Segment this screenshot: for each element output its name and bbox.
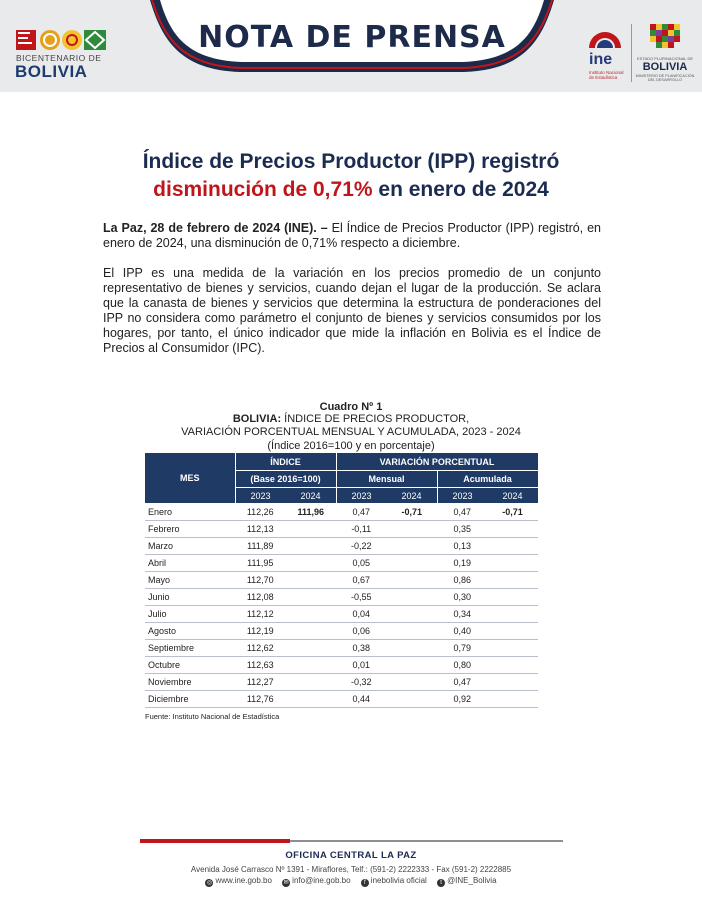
cell-mensual-2023: 0,47 bbox=[336, 503, 387, 521]
cell-acumulada-2024 bbox=[488, 623, 538, 640]
cell-indice-2024 bbox=[286, 674, 337, 691]
cell-mensual-2023: -0,55 bbox=[336, 589, 387, 606]
table-row bbox=[145, 606, 538, 623]
table-title-country: BOLIVIA: bbox=[232, 413, 282, 425]
cell-indice-2023: 112,13 bbox=[235, 521, 286, 538]
cell-indice-2023: 112,08 bbox=[235, 589, 286, 606]
cell-indice-2024 bbox=[286, 521, 337, 538]
banner-title: NOTA DE PRENSA bbox=[198, 20, 506, 55]
header-divider bbox=[631, 24, 632, 82]
facebook-text: inebolivia oficial bbox=[370, 876, 427, 885]
body-paragraph: El IPP es una medida de la variación en los precios promedio de un conjunto representativo de bienes y servicios, cuando dejan el lugar de la producción. Se aclara que la canasta de bienes y servicios que determina la estructura de ponderaciones del IPP no considera como parámetro el conjunto de bienes y servicios consumidos por los hogares, por tanto, el único indicador que mide la inflación en Bolivia es el Índice de Precios al Consumidor (IPC). bbox=[103, 266, 601, 355]
header-year: 2023 bbox=[336, 488, 387, 504]
office-name: OFICINA CENTRAL LA PAZ bbox=[285, 850, 417, 861]
cell-indice-2023: 112,62 bbox=[235, 640, 286, 657]
cell-mensual-2023: 0,06 bbox=[336, 623, 387, 640]
lead-paragraph bbox=[103, 221, 601, 251]
cell-mensual-2023: 0,01 bbox=[336, 657, 387, 674]
bicentenario-bolivia: BOLIVIA bbox=[15, 62, 88, 81]
cell-mes: Noviembre bbox=[145, 674, 235, 691]
cell-mensual-2024 bbox=[387, 572, 438, 589]
headline-highlight: disminución de 0,71% bbox=[153, 178, 373, 201]
header-year: 2024 bbox=[488, 488, 538, 504]
cell-indice-2024 bbox=[286, 606, 337, 623]
cell-indice-2023: 112,70 bbox=[235, 572, 286, 589]
cell-mes: Agosto bbox=[145, 623, 235, 640]
cell-acumulada-2023: 0,47 bbox=[437, 674, 488, 691]
cell-mensual-2023: 0,05 bbox=[336, 555, 387, 572]
cell-mensual-2023: -0,11 bbox=[336, 521, 387, 538]
cell-indice-2024: 111,96 bbox=[286, 503, 337, 521]
ine-name: ine bbox=[589, 51, 613, 68]
office-address: Avenida José Carrasco Nº 1391 - Miraflores, Telf.: (591-2) 2222333 - Fax (591-2) 2222885 bbox=[190, 865, 512, 874]
cell-indice-2023: 111,89 bbox=[235, 538, 286, 555]
table-row bbox=[145, 555, 538, 572]
cell-indice-2024 bbox=[286, 572, 337, 589]
header-variacion: VARIACIÓN PORCENTUAL bbox=[336, 453, 538, 471]
table-row bbox=[145, 640, 538, 657]
cell-acumulada-2023: 0,92 bbox=[437, 691, 488, 708]
facebook-icon: f bbox=[361, 879, 369, 887]
table-row bbox=[145, 657, 538, 674]
header-acumulada: Acumulada bbox=[437, 471, 538, 488]
cell-indice-2023: 112,76 bbox=[235, 691, 286, 708]
ipp-table bbox=[145, 453, 538, 708]
header-mes: MES bbox=[145, 453, 235, 503]
cell-acumulada-2024 bbox=[488, 589, 538, 606]
cell-acumulada-2024 bbox=[488, 657, 538, 674]
cell-acumulada-2024 bbox=[488, 606, 538, 623]
cell-acumulada-2024 bbox=[488, 555, 538, 572]
headline-line-1: Índice de Precios Productor (IPP) registró bbox=[142, 150, 560, 173]
cell-mes: Octubre bbox=[145, 657, 235, 674]
cell-indice-2024 bbox=[286, 640, 337, 657]
header-year: 2023 bbox=[235, 488, 286, 504]
cell-indice-2024 bbox=[286, 623, 337, 640]
cell-mes: Julio bbox=[145, 606, 235, 623]
cell-acumulada-2024 bbox=[488, 521, 538, 538]
cell-mes: Marzo bbox=[145, 538, 235, 555]
cell-mes: Febrero bbox=[145, 521, 235, 538]
cell-mensual-2023: 0,38 bbox=[336, 640, 387, 657]
contact-links bbox=[0, 876, 702, 887]
email-link[interactable] bbox=[282, 876, 350, 887]
lead-text: El Índice de Precios Productor (IPP) registró, en enero de 2024, una disminución de 0,71% respecto a diciembre. bbox=[103, 221, 601, 250]
twitter-link[interactable] bbox=[437, 876, 496, 887]
cell-acumulada-2024 bbox=[488, 572, 538, 589]
cell-acumulada-2024: -0,71 bbox=[488, 503, 538, 521]
cell-acumulada-2023: 0,13 bbox=[437, 538, 488, 555]
table-row bbox=[145, 691, 538, 708]
cell-mes: Enero bbox=[145, 503, 235, 521]
footer-divider bbox=[140, 839, 563, 843]
bicentenario-label: BICENTENARIO DE bbox=[16, 53, 102, 63]
cell-acumulada-2024 bbox=[488, 674, 538, 691]
table-units: (Índice 2016=100 y en porcentaje) bbox=[267, 440, 435, 452]
table-row bbox=[145, 572, 538, 589]
facebook-link[interactable] bbox=[361, 876, 427, 887]
cell-mensual-2024 bbox=[387, 691, 438, 708]
bolivia-name: BOLIVIA bbox=[642, 61, 688, 73]
cell-mes: Mayo bbox=[145, 572, 235, 589]
cell-acumulada-2023: 0,79 bbox=[437, 640, 488, 657]
website-text: www.ine.gob.bo bbox=[215, 876, 272, 885]
cell-acumulada-2023: 0,34 bbox=[437, 606, 488, 623]
cell-indice-2023: 112,12 bbox=[235, 606, 286, 623]
cell-indice-2023: 111,95 bbox=[235, 555, 286, 572]
table-row bbox=[145, 503, 538, 521]
cell-indice-2024 bbox=[286, 657, 337, 674]
cell-indice-2023: 112,19 bbox=[235, 623, 286, 640]
cell-indice-2024 bbox=[286, 555, 337, 572]
page-header bbox=[0, 0, 702, 92]
twitter-icon: t bbox=[437, 879, 445, 887]
ine-subtitle: Instituto Nacional de Estadística bbox=[589, 70, 624, 80]
cell-indice-2024 bbox=[286, 589, 337, 606]
cell-mensual-2023: 0,44 bbox=[336, 691, 387, 708]
header-year: 2024 bbox=[387, 488, 438, 504]
cell-acumulada-2023: 0,40 bbox=[437, 623, 488, 640]
cell-indice-2023: 112,63 bbox=[235, 657, 286, 674]
table-row bbox=[145, 538, 538, 555]
cell-mes: Junio bbox=[145, 589, 235, 606]
table-row bbox=[145, 521, 538, 538]
table-title-rest: ÍNDICE DE PRECIOS PRODUCTOR, bbox=[281, 413, 470, 425]
ministry-label: MINISTERIO DE PLANIFICACIÓN DEL DESARROLLO bbox=[635, 74, 695, 82]
cell-acumulada-2023: 0,35 bbox=[437, 521, 488, 538]
table-source: Fuente: Instituto Nacional de Estadística bbox=[145, 712, 280, 721]
cell-acumulada-2023: 0,47 bbox=[437, 503, 488, 521]
cell-mensual-2023: 0,04 bbox=[336, 606, 387, 623]
headline-rest: en enero de 2024 bbox=[372, 178, 549, 201]
cell-indice-2024 bbox=[286, 538, 337, 555]
headline-line-2 bbox=[0, 178, 702, 202]
cell-mensual-2023: 0,67 bbox=[336, 572, 387, 589]
cell-mensual-2024 bbox=[387, 657, 438, 674]
cell-mensual-2024 bbox=[387, 555, 438, 572]
cell-indice-2023: 112,26 bbox=[235, 503, 286, 521]
header-year: 2024 bbox=[286, 488, 337, 504]
table-row bbox=[145, 589, 538, 606]
cell-mensual-2024 bbox=[387, 623, 438, 640]
cell-acumulada-2023: 0,30 bbox=[437, 589, 488, 606]
bolivia-state-label: ESTADO PLURINACIONAL DE bbox=[636, 56, 693, 61]
cell-mensual-2024 bbox=[387, 606, 438, 623]
globe-icon: ◎ bbox=[206, 880, 213, 886]
cell-mes: Abril bbox=[145, 555, 235, 572]
cell-mensual-2024 bbox=[387, 589, 438, 606]
cell-mensual-2024 bbox=[387, 521, 438, 538]
cell-indice-2024 bbox=[286, 691, 337, 708]
table-number: Cuadro Nº 1 bbox=[319, 401, 383, 413]
cell-mensual-2024 bbox=[387, 640, 438, 657]
mail-icon: ✉ bbox=[283, 880, 289, 886]
cell-mensual-2023: -0,32 bbox=[336, 674, 387, 691]
header-base: (Base 2016=100) bbox=[235, 471, 336, 488]
website-link[interactable] bbox=[205, 876, 271, 887]
table-row bbox=[145, 674, 538, 691]
table-title bbox=[0, 413, 702, 425]
cell-acumulada-2023: 0,86 bbox=[437, 572, 488, 589]
cell-indice-2023: 112,27 bbox=[235, 674, 286, 691]
cell-acumulada-2023: 0,19 bbox=[437, 555, 488, 572]
table-subtitle: VARIACIÓN PORCENTUAL MENSUAL Y ACUMULADA, 2023 - 2024 bbox=[181, 426, 521, 438]
cell-mes: Diciembre bbox=[145, 691, 235, 708]
press-release-banner bbox=[150, 0, 554, 78]
cell-mensual-2023: -0,22 bbox=[336, 538, 387, 555]
header-mensual: Mensual bbox=[336, 471, 437, 488]
twitter-text: @INE_Bolivia bbox=[447, 876, 497, 885]
table-row bbox=[145, 623, 538, 640]
cell-mensual-2024 bbox=[387, 538, 438, 555]
cell-acumulada-2024 bbox=[488, 640, 538, 657]
cell-mensual-2024: -0,71 bbox=[387, 503, 438, 521]
cell-acumulada-2023: 0,80 bbox=[437, 657, 488, 674]
header-year: 2023 bbox=[437, 488, 488, 504]
cell-acumulada-2024 bbox=[488, 691, 538, 708]
cell-mes: Septiembre bbox=[145, 640, 235, 657]
cell-acumulada-2024 bbox=[488, 538, 538, 555]
cell-mensual-2024 bbox=[387, 674, 438, 691]
header-indice: ÍNDICE bbox=[235, 453, 336, 471]
email-text: info@ine.gob.bo bbox=[292, 876, 351, 885]
dateline: La Paz, 28 de febrero de 2024 (INE). – bbox=[103, 221, 328, 235]
